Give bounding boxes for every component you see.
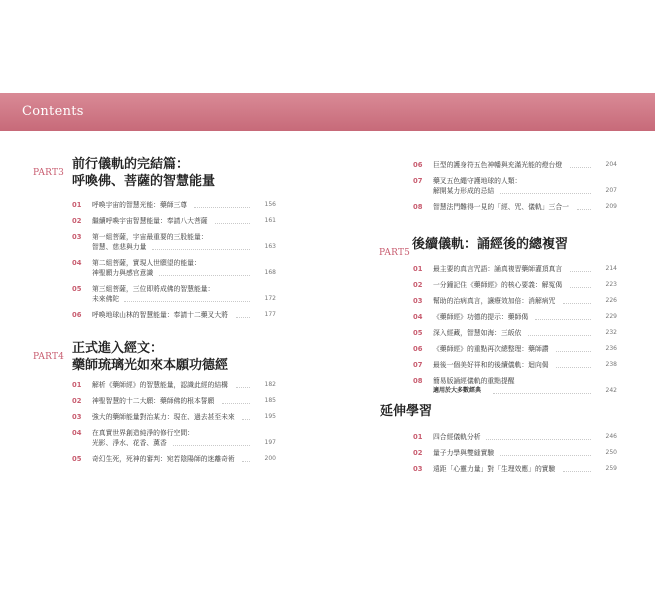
page-number: 197 <box>264 439 276 446</box>
entry-number: 07 <box>413 177 423 185</box>
entry-title: 呼喚地球山林的智慧能量：奉請十二藥叉大將 <box>92 311 228 319</box>
toc-entry[interactable] <box>72 200 276 210</box>
part4-heading <box>33 344 64 363</box>
toc-entry[interactable] <box>413 296 617 306</box>
page-number: 259 <box>605 465 617 472</box>
page-number: 246 <box>605 433 617 440</box>
extension-title: 延伸學習 <box>380 404 433 419</box>
toc-entry[interactable] <box>413 312 617 322</box>
page-number: 214 <box>605 265 617 272</box>
page-number: 177 <box>264 311 276 318</box>
entry-title: 光影、淨水、花香、薰香 <box>92 439 167 447</box>
part5-title: 後續儀軌：誦經後的總複習 <box>412 237 569 252</box>
entry-number: 07 <box>413 361 423 369</box>
entry-number: 01 <box>413 433 423 441</box>
dotted-leader <box>242 419 250 420</box>
part3-label: PART3 <box>33 168 65 178</box>
toc-entry[interactable] <box>72 428 276 448</box>
dotted-leader <box>493 393 591 394</box>
toc-entry[interactable] <box>72 310 276 320</box>
dotted-leader <box>215 223 250 224</box>
toc-entry[interactable] <box>72 380 276 390</box>
dotted-leader <box>563 471 591 472</box>
page-number: 161 <box>264 217 276 224</box>
entry-number: 04 <box>413 313 423 321</box>
entry-number: 06 <box>413 161 423 169</box>
dotted-leader <box>159 275 250 276</box>
entry-title: 四合經儀軌分析 <box>433 433 481 441</box>
toc-entry[interactable] <box>72 284 276 304</box>
toc-entry[interactable] <box>413 360 617 370</box>
contents-title: Contents <box>22 104 84 119</box>
dotted-leader <box>152 249 250 250</box>
entry-title: 第一組菩薩，宇宙最重要的三股能量： <box>92 233 208 241</box>
toc-entry[interactable] <box>413 344 617 354</box>
dotted-leader <box>563 303 591 304</box>
dotted-leader <box>570 271 591 272</box>
entry-title: 巨型的護身符五色神幡與充滿光能的燈台燈 <box>433 161 563 169</box>
entry-title: 解析《藥師經》的智慧能量，認識此經的結構 <box>92 381 228 389</box>
dotted-leader <box>194 207 250 208</box>
entry-title: 在真實世界創造純淨的修行空間： <box>92 429 194 437</box>
entry-title: 《藥師經》功德的提示：藥師偈 <box>433 313 529 321</box>
entry-title: 簡易版誦經儀軌的重點提醒 <box>433 377 515 385</box>
entry-number: 03 <box>72 233 82 241</box>
entry-title: 神聖智慧的十二大願：藥師佛的根本誓願 <box>92 397 215 405</box>
toc-entry[interactable] <box>413 376 617 396</box>
part5-heading <box>379 240 410 259</box>
page-number: 156 <box>264 201 276 208</box>
entry-title: 第二組菩薩，實現人世願望的能量： <box>92 259 201 267</box>
entry-title: 呼喚宇宙的智慧光能：藥師三尊 <box>92 201 188 209</box>
entry-number: 02 <box>413 281 423 289</box>
entry-number: 05 <box>72 285 82 293</box>
contents-banner <box>0 93 655 131</box>
entry-title: 第三組菩薩，三位即將成佛的智慧能量： <box>92 285 215 293</box>
entry-number: 06 <box>72 311 82 319</box>
toc-entry[interactable] <box>413 432 617 442</box>
dotted-leader <box>222 403 250 404</box>
entry-title: 遠距「心靈力量」對「生理效應」的實驗 <box>433 465 556 473</box>
page-number: 250 <box>605 449 617 456</box>
dotted-leader <box>570 287 591 288</box>
page-number: 163 <box>264 243 276 250</box>
entry-number: 08 <box>413 203 423 211</box>
dotted-leader <box>570 167 591 168</box>
dotted-leader <box>528 335 591 336</box>
toc-entry[interactable] <box>413 448 617 458</box>
toc-entry[interactable] <box>72 232 276 252</box>
entry-title: 一分鐘記住《藥師經》的核心要義：解冤偈 <box>433 281 563 289</box>
page-number: 236 <box>605 345 617 352</box>
dotted-leader <box>556 351 591 352</box>
page-number: 238 <box>605 361 617 368</box>
entry-number: 03 <box>413 297 423 305</box>
dotted-leader <box>486 439 591 440</box>
page-number: 209 <box>605 203 617 210</box>
page-number: 207 <box>605 187 617 194</box>
entry-number: 06 <box>413 345 423 353</box>
entry-number: 02 <box>72 397 82 405</box>
dotted-leader <box>173 445 250 446</box>
entry-number: 08 <box>413 377 423 385</box>
page-number: 200 <box>264 455 276 462</box>
toc-entry[interactable] <box>72 412 276 422</box>
entry-title: 深入經藏，智慧如海：三皈依 <box>433 329 522 337</box>
entry-number: 05 <box>72 455 82 463</box>
dotted-leader <box>535 319 591 320</box>
entry-title: 智慧、慈悲與力量 <box>92 243 147 251</box>
page-number: 229 <box>605 313 617 320</box>
entry-title: 解開某力形成的忌結 <box>433 187 495 195</box>
toc-entry[interactable] <box>413 280 617 290</box>
page-number: 168 <box>264 269 276 276</box>
toc-entry[interactable] <box>72 396 276 406</box>
entry-number: 01 <box>72 201 82 209</box>
dotted-leader <box>236 317 250 318</box>
part4-title-line2: 藥師琉璃光如來本願功德經 <box>72 358 229 373</box>
part3-heading <box>33 160 64 179</box>
page-number: 172 <box>264 295 276 302</box>
page-number: 195 <box>264 413 276 420</box>
part3-title-line1: 前行儀軌的完結篇： <box>72 157 190 172</box>
entry-number: 05 <box>413 329 423 337</box>
entry-number: 03 <box>413 465 423 473</box>
entry-title: 強大的藥師能量對治某力：現在、過去甚至未來 <box>92 413 235 421</box>
part5-label: PART5 <box>379 248 411 258</box>
toc-entry[interactable] <box>413 328 617 338</box>
dotted-leader <box>500 193 591 194</box>
part4-title-line1: 正式進入經文： <box>72 341 164 356</box>
entry-title: 繼續呼喚宇宙智慧能量：奉請八大菩薩 <box>92 217 208 225</box>
page-number: 204 <box>605 161 617 168</box>
entry-title: 藥叉五色繩守護地球的人類： <box>433 177 522 185</box>
dotted-leader <box>124 301 250 302</box>
part3-title-line2: 呼喚佛、菩薩的智慧能量 <box>72 174 216 189</box>
toc-entry[interactable] <box>72 216 276 226</box>
entry-title: 量子力學與雙縫實驗 <box>433 449 495 457</box>
page-number: 223 <box>605 281 617 288</box>
toc-entry[interactable] <box>413 264 617 274</box>
entry-number: 01 <box>413 265 423 273</box>
page-number: 226 <box>605 297 617 304</box>
entry-number: 04 <box>72 429 82 437</box>
entry-number: 02 <box>413 449 423 457</box>
dotted-leader <box>242 461 250 462</box>
entry-title: 最後一個美好祥和的後續儀軌：迴向偈 <box>433 361 549 369</box>
entry-number: 04 <box>72 259 82 267</box>
toc-entry[interactable] <box>413 160 617 170</box>
entry-title: 奇幻生死，死神的審判：宛若陰陽師的迷離奇術 <box>92 455 235 463</box>
entry-title: 幫助的治病真言，讓療效加倍：消解病咒 <box>433 297 556 305</box>
entry-title: 未來佛陀 <box>92 295 120 303</box>
page-number: 242 <box>605 387 617 394</box>
entry-number: 01 <box>72 381 82 389</box>
entry-title: 《藥師經》的重點再次總整理：藥師讚 <box>433 345 549 353</box>
page-number: 232 <box>605 329 617 336</box>
entry-number: 02 <box>72 217 82 225</box>
dotted-leader <box>500 455 591 456</box>
toc-entry[interactable] <box>72 258 276 278</box>
entry-title: 智慧法門難得一見的「經、咒、儀軌」三合一 <box>433 203 569 211</box>
page-number: 182 <box>264 381 276 388</box>
entry-title: 最主要的真言咒語：誦真複習藥師灌頂真言 <box>433 265 563 273</box>
toc-entry[interactable] <box>413 176 617 196</box>
entry-title: 神聖願力與感官意識 <box>92 269 154 277</box>
toc-entry[interactable] <box>72 454 276 464</box>
part4-label: PART4 <box>33 352 65 362</box>
dotted-leader <box>236 387 250 388</box>
toc-entry[interactable] <box>413 202 617 212</box>
page-number: 185 <box>264 397 276 404</box>
dotted-leader <box>577 209 591 210</box>
entry-number: 03 <box>72 413 82 421</box>
entry-title: 適用於大多數經典 <box>433 387 482 394</box>
dotted-leader <box>556 367 591 368</box>
toc-entry[interactable] <box>413 464 617 474</box>
